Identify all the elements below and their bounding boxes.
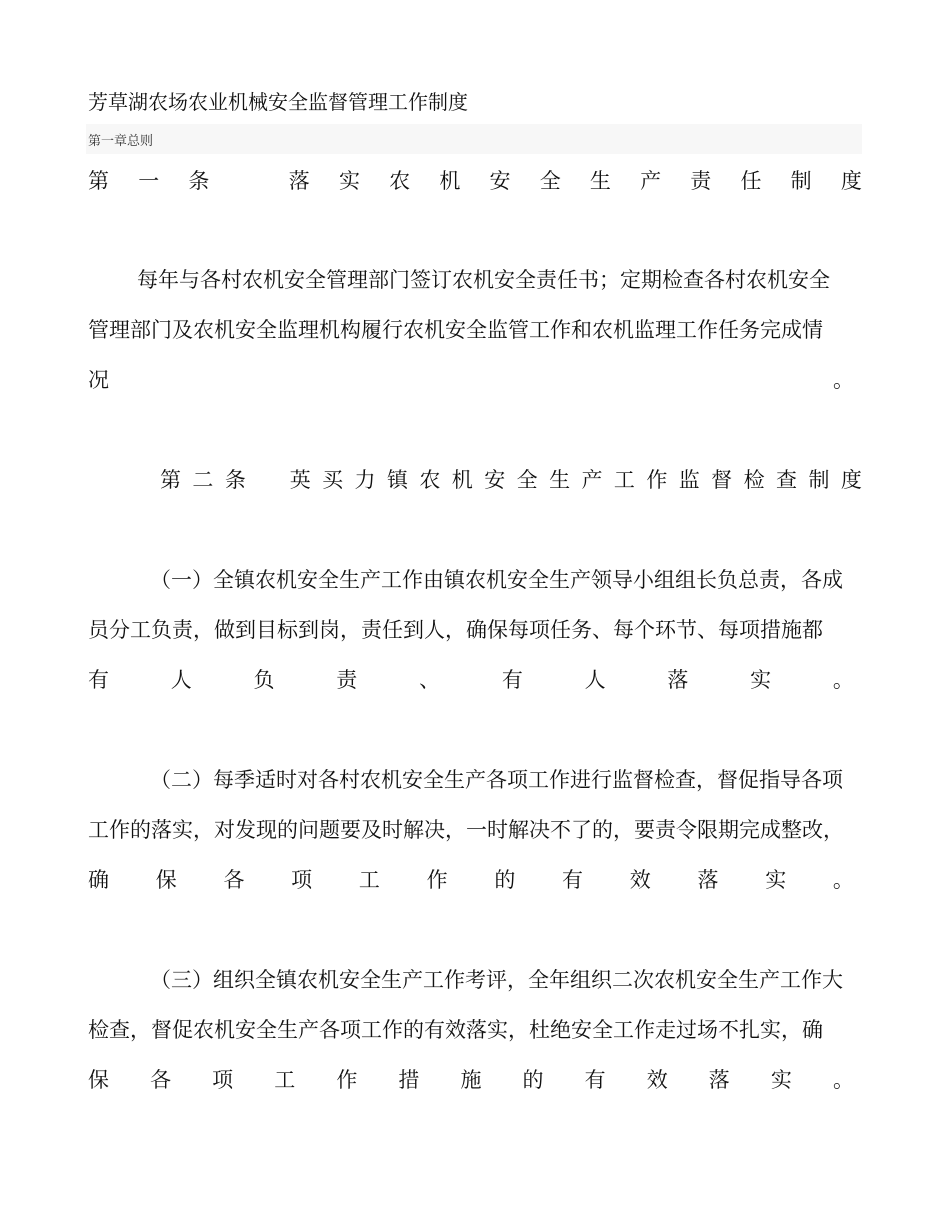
text-char: 监	[678, 468, 700, 492]
text-char: 落	[288, 169, 310, 193]
text-char: 工	[613, 468, 635, 492]
paragraph-3-line-2: 检查，督促农机安全生产各项工作的有效落实，杜绝安全工作走过场不扎实，确	[88, 1018, 823, 1042]
text-char: 农	[419, 468, 441, 492]
text-char: 项	[291, 868, 313, 892]
paragraph-3-line-3	[88, 1066, 854, 1094]
text-char: 落	[708, 1068, 730, 1092]
text-char: 督	[711, 468, 733, 492]
text-char: 作	[336, 1068, 358, 1092]
paragraph-1-line-3	[88, 666, 854, 694]
text-char: 全	[516, 468, 538, 492]
paragraph-2-line-3	[88, 866, 854, 894]
text-char: 人	[584, 668, 606, 692]
paragraph-2-line-1: （二）每季适时对各村农机安全生产各项工作进行监督检查，督促指导各项	[150, 768, 843, 792]
text-char: 安	[484, 468, 506, 492]
text-char: 人	[170, 668, 192, 692]
text-char: 全	[539, 169, 561, 193]
text-char: 实	[338, 169, 360, 193]
text-char: 。	[832, 668, 854, 692]
text-char: 保	[155, 868, 177, 892]
text-char: 效	[629, 868, 651, 892]
text-char: 。	[832, 868, 854, 892]
text-char: 一	[138, 169, 160, 193]
text-char: 项	[212, 1068, 234, 1092]
text-char: 各	[150, 1068, 172, 1092]
text-char: 工	[274, 1068, 296, 1092]
text-char: 责	[336, 668, 358, 692]
text-char: 条	[224, 468, 246, 492]
text-char: 作	[426, 868, 448, 892]
text-char: 况	[88, 368, 109, 392]
text-char: 条	[188, 169, 210, 193]
article-1-para-line-1: 每年与各村农机安全管理部门签订农机安全责任书；定期检查各村农机安全	[137, 268, 830, 292]
text-char: 二	[192, 468, 214, 492]
text-char: 查	[776, 468, 798, 492]
heading-gap	[239, 167, 260, 195]
text-char: 作	[646, 468, 668, 492]
text-char: 、	[419, 668, 441, 692]
text-char: 农	[389, 169, 411, 193]
text-char: 实	[770, 1068, 792, 1092]
text-char: 。	[833, 368, 854, 392]
text-char: 生	[589, 169, 611, 193]
text-char: 机	[439, 169, 461, 193]
document-title: 芳草湖农场农业机械安全监督管理工作制度	[88, 90, 468, 114]
text-char: 有	[584, 1068, 606, 1092]
text-char: 生	[549, 468, 571, 492]
text-char: 机	[451, 468, 473, 492]
text-char: 制	[790, 169, 812, 193]
text-char: 英	[289, 468, 311, 492]
text-char: 各	[223, 868, 245, 892]
text-char: 产	[640, 169, 662, 193]
text-char: 的	[494, 868, 516, 892]
text-char: 。	[832, 1068, 854, 1092]
text-char: 度	[840, 468, 862, 492]
text-char: 的	[522, 1068, 544, 1092]
text-char: 确	[88, 868, 109, 892]
text-char: 有	[88, 668, 109, 692]
text-char: 保	[88, 1068, 109, 1092]
text-char: 安	[489, 169, 511, 193]
text-char: 工	[358, 868, 380, 892]
text-char: 产	[581, 468, 603, 492]
paragraph-2-line-2: 工作的落实，对发现的问题要及时解决，一时解决不了的，要责令限期完成整改，	[88, 818, 844, 842]
text-char: 检	[743, 468, 765, 492]
heading-gap	[257, 466, 278, 494]
text-char: 效	[646, 1068, 668, 1092]
text-char: 责	[690, 169, 712, 193]
text-char: 镇	[386, 468, 408, 492]
article-2-heading	[160, 466, 862, 494]
chapter-heading: 第一章总则	[88, 134, 154, 149]
text-char: 落	[667, 668, 689, 692]
text-char: 力	[354, 468, 376, 492]
paragraph-1-line-2: 员分工负责，做到目标到岗，责任到人，确保每项任务、每个环节、每项措施都	[88, 618, 823, 642]
chapter-bar	[86, 124, 862, 154]
text-char: 买	[322, 468, 344, 492]
text-char: 第	[160, 468, 181, 492]
text-char: 有	[501, 668, 523, 692]
text-char: 实	[750, 668, 772, 692]
text-char: 有	[562, 868, 584, 892]
paragraph-1-line-1: （一）全镇农机安全生产工作由镇农机安全生产领导小组组长负总责，各成	[150, 568, 843, 592]
text-char: 措	[398, 1068, 420, 1092]
text-char: 负	[253, 668, 275, 692]
text-char: 实	[765, 868, 787, 892]
text-char: 第	[88, 169, 109, 193]
article-1-heading	[88, 167, 862, 195]
text-char: 任	[740, 169, 762, 193]
paragraph-3-line-1: （三）组织全镇农机安全生产工作考评，全年组织二次农机安全生产工作大	[150, 968, 843, 992]
text-char: 制	[808, 468, 830, 492]
text-char: 落	[697, 868, 719, 892]
text-char: 度	[840, 169, 862, 193]
text-char: 施	[460, 1068, 482, 1092]
article-1-para-line-3	[88, 366, 854, 394]
article-1-para-line-2: 管理部门及农机安全监理机构履行农机安全监管工作和农机监理工作任务完成情	[88, 318, 823, 342]
